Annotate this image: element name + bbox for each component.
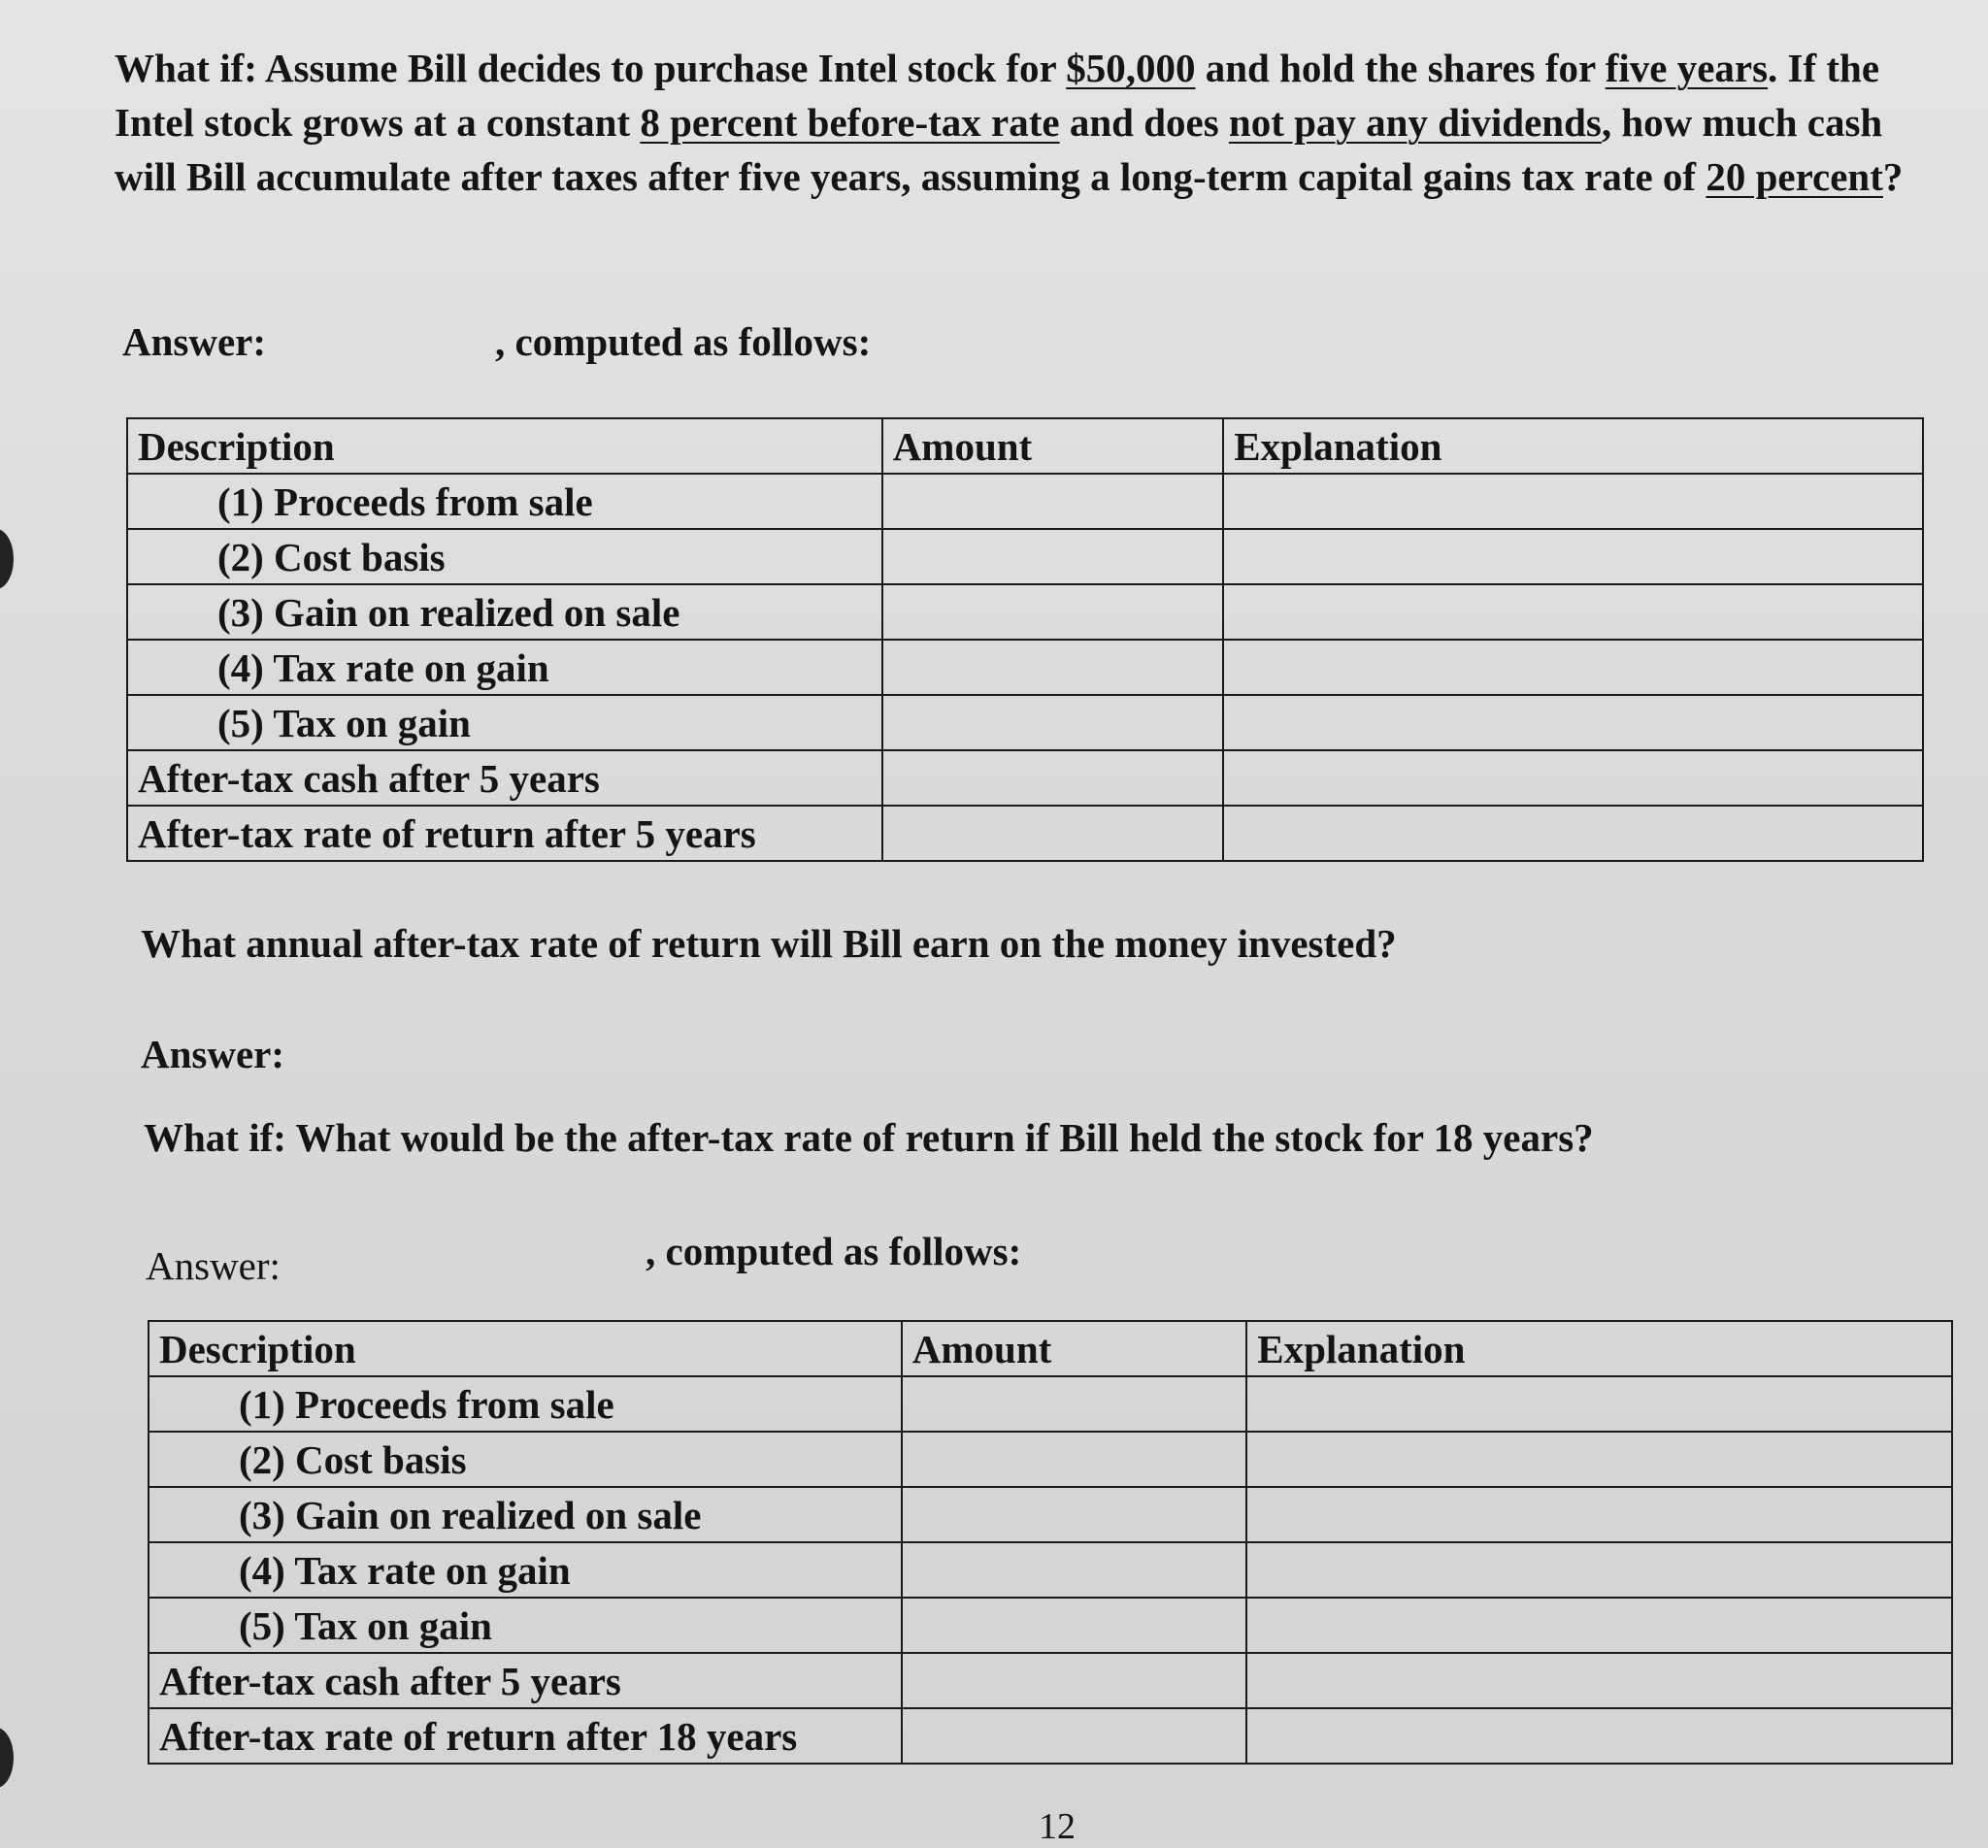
explanation-cell[interactable] <box>1246 1376 1952 1432</box>
table-header-row <box>127 418 1923 474</box>
explanation-cell[interactable] <box>1246 1432 1952 1487</box>
header-amount: Amount <box>882 418 1224 474</box>
table-header-row <box>149 1321 1952 1376</box>
header-description: Description <box>149 1321 902 1376</box>
table-row: (1) Proceeds from sale <box>127 474 1923 529</box>
amount-cell[interactable] <box>882 529 1224 584</box>
amount-cell[interactable] <box>902 1376 1247 1432</box>
answer-2-label: Answer: <box>141 1032 285 1076</box>
amount-cell[interactable] <box>882 584 1224 640</box>
underlined-dividends: not pay any dividends <box>1228 100 1602 145</box>
explanation-cell[interactable] <box>1246 1487 1952 1542</box>
table-row: After-tax rate of return after 5 years <box>127 806 1923 861</box>
binder-hole <box>0 1728 14 1788</box>
answer-1-suffix: , computed as follows: <box>495 319 872 364</box>
answer-3-suffix: , computed as follows: <box>646 1229 1022 1273</box>
binder-hole <box>0 529 14 589</box>
table-row: (4) Tax rate on gain <box>127 640 1923 695</box>
amount-cell[interactable] <box>882 474 1224 529</box>
underlined-years: five years <box>1605 46 1769 90</box>
amount-cell[interactable] <box>882 750 1224 806</box>
amount-cell[interactable] <box>902 1542 1247 1598</box>
explanation-cell[interactable] <box>1246 1708 1952 1764</box>
explanation-cell[interactable] <box>1223 529 1923 584</box>
amount-cell[interactable] <box>882 695 1224 750</box>
explanation-cell[interactable] <box>1223 640 1923 695</box>
table-row: (4) Tax rate on gain <box>149 1542 1952 1598</box>
table-row: After-tax cash after 5 years <box>149 1653 1952 1708</box>
table-row: (2) Cost basis <box>127 529 1923 584</box>
question-2: What annual after-tax rate of return will Bill earn on the money invested? <box>141 921 1397 966</box>
table-row: After-tax cash after 5 years <box>127 750 1923 806</box>
explanation-cell[interactable] <box>1223 806 1923 861</box>
amount-cell[interactable] <box>902 1598 1247 1653</box>
underlined-amount: $50,000 <box>1066 46 1196 90</box>
table-row: (2) Cost basis <box>149 1432 1952 1487</box>
amount-cell[interactable] <box>882 806 1224 861</box>
table-row: (3) Gain on realized on sale <box>127 584 1923 640</box>
explanation-cell[interactable] <box>1246 1653 1952 1708</box>
answer-3-label: Answer: <box>146 1243 281 1288</box>
explanation-cell[interactable] <box>1246 1598 1952 1653</box>
header-explanation: Explanation <box>1223 418 1923 474</box>
explanation-cell[interactable] <box>1223 695 1923 750</box>
header-explanation: Explanation <box>1246 1321 1952 1376</box>
explanation-cell[interactable] <box>1223 750 1923 806</box>
computation-table-5-years <box>126 417 1924 862</box>
explanation-cell[interactable] <box>1246 1542 1952 1598</box>
explanation-cell[interactable] <box>1223 584 1923 640</box>
underlined-tax: 20 percent <box>1706 154 1883 199</box>
underlined-rate: 8 percent before-tax rate <box>640 100 1060 145</box>
amount-cell[interactable] <box>902 1432 1247 1487</box>
page-number: 12 <box>1039 1806 1076 1847</box>
question-3: What if: What would be the after-tax rate of return if Bill held the stock for 18 years? <box>144 1115 1594 1160</box>
question-1: What if: Assume Bill decides to purchase Intel stock for $50,000 and hold the shares for five years. If the Intel stock grows at a constant 8 percent before-tax rate and does not pay any dividends, how much cash will Bill accumulate after taxes after five years, assuming a long-term capital gains tax rate of 20 percent? <box>115 46 1904 199</box>
table-row: (5) Tax on gain <box>127 695 1923 750</box>
computation-table-18-years <box>148 1320 1953 1765</box>
table-row: (1) Proceeds from sale <box>149 1376 1952 1432</box>
amount-cell[interactable] <box>902 1653 1247 1708</box>
header-amount: Amount <box>902 1321 1247 1376</box>
header-description: Description <box>127 418 882 474</box>
amount-cell[interactable] <box>902 1708 1247 1764</box>
amount-cell[interactable] <box>902 1487 1247 1542</box>
explanation-cell[interactable] <box>1223 474 1923 529</box>
table-row: (3) Gain on realized on sale <box>149 1487 1952 1542</box>
answer-1-label: Answer: <box>122 319 267 364</box>
table-row: After-tax rate of return after 18 years <box>149 1708 1952 1764</box>
table-row: (5) Tax on gain <box>149 1598 1952 1653</box>
amount-cell[interactable] <box>882 640 1224 695</box>
